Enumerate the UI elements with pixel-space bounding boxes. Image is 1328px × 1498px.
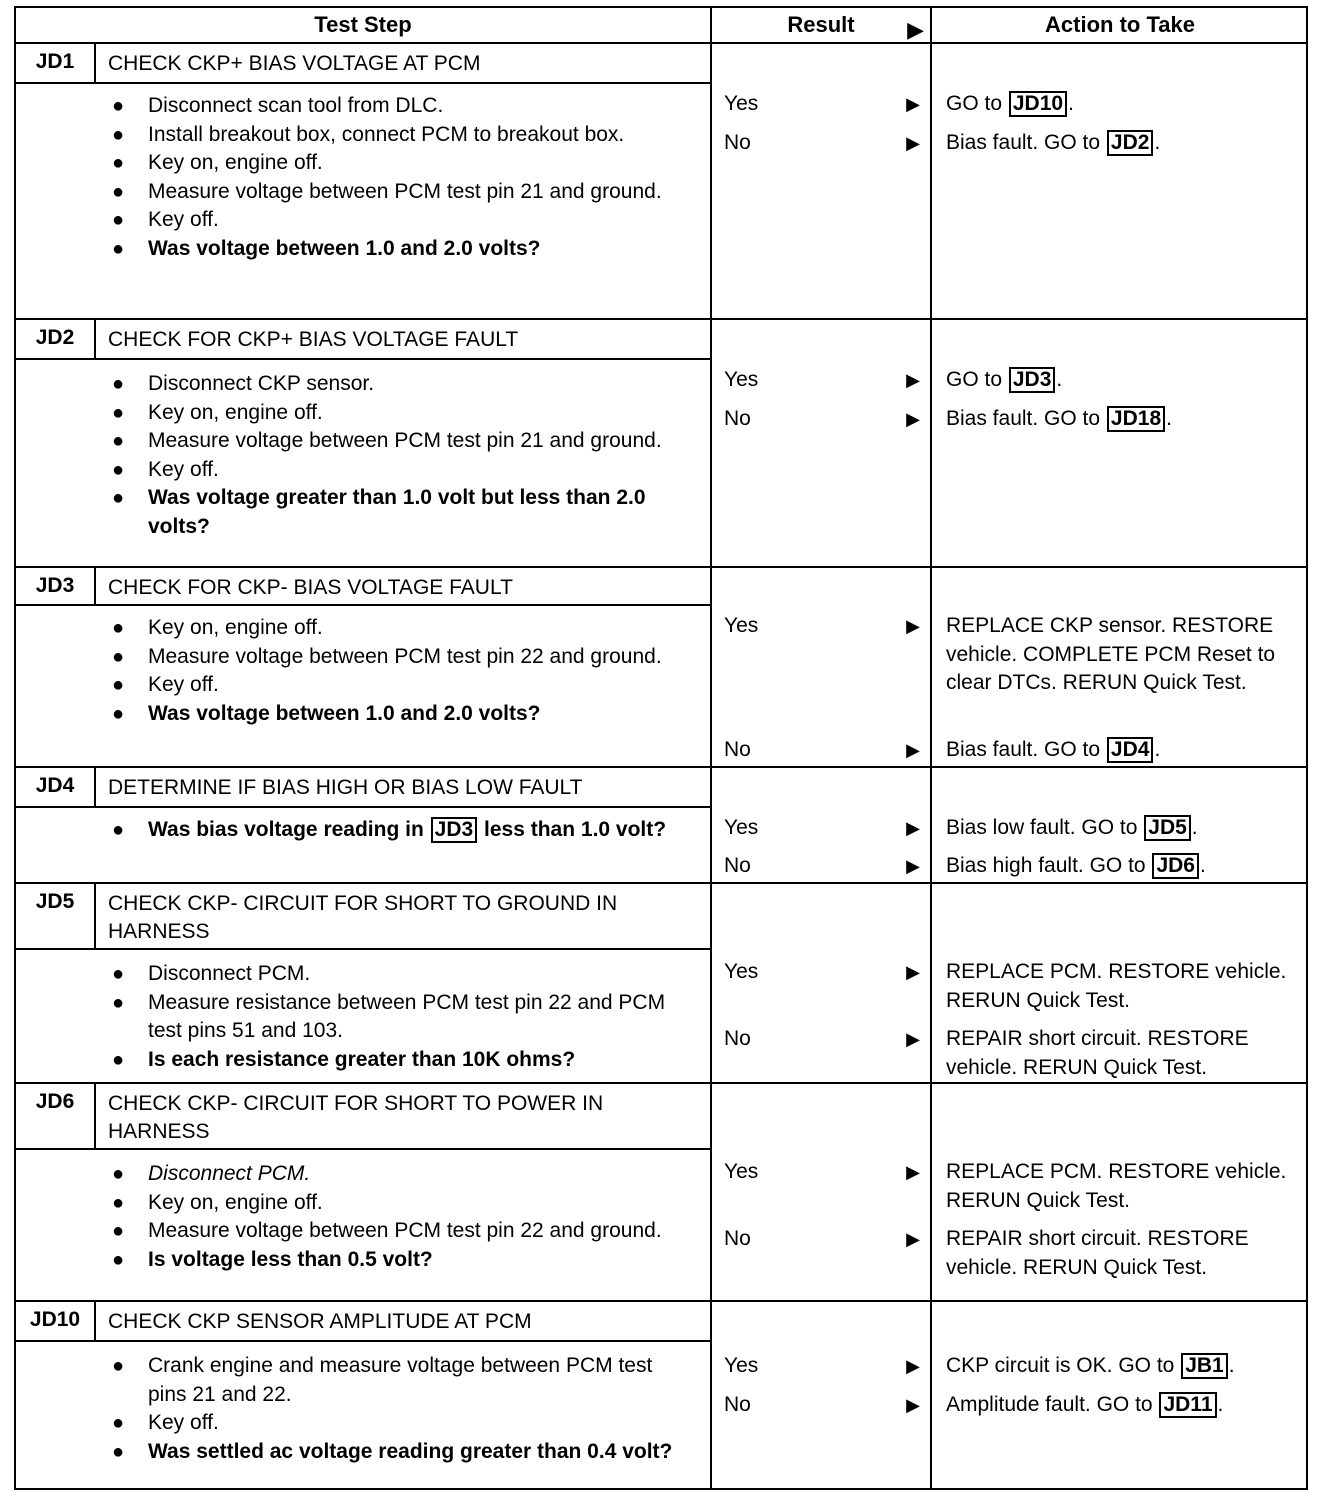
instruction-text: Install breakout box, connect PCM to breakout box. [148,122,625,146]
step-ref-link[interactable]: JD5 [1144,815,1191,841]
result-cell [712,44,932,318]
action-cell [932,320,1308,566]
result-cell [712,1302,932,1490]
step-title: CHECK FOR CKP+ BIAS VOLTAGE FAULT [108,328,519,351]
step-title: CHECK FOR CKP- BIAS VOLTAGE FAULT [108,576,513,599]
arrow-icon: ▶ [906,740,920,760]
instruction-item [16,1189,712,1218]
step-row-jd10 [16,1302,1308,1490]
header-test-step-label: Test Step [314,12,412,37]
action-cell [932,1302,1308,1490]
action-text-end: . [1217,1393,1224,1416]
instruction-item [16,456,712,485]
instruction-item [16,92,712,121]
result-no [724,1391,920,1419]
arrow-icon: ▶ [906,370,920,390]
question-text-end: less than 1.0 volt? [484,818,667,841]
instruction-item [16,1217,712,1246]
header-arrow-icon: ▶ [907,17,924,42]
step-instructions [16,92,712,263]
action-yes: REPLACE PCM. RESTORE vehicle. RERUN Quick Test. [946,1160,1287,1212]
step-header [16,884,712,950]
result-no [724,852,920,880]
step-id: JD5 [16,884,96,948]
result-no [724,736,920,764]
step-instructions [16,816,712,845]
instruction-item [16,149,712,178]
result-no-label: No [724,407,751,430]
question-item [16,1438,712,1467]
header-test-step [16,8,712,44]
action-text: Bias low fault. GO to [946,816,1138,839]
result-yes [724,814,920,842]
instruction-item [16,1409,712,1438]
result-no [724,405,920,433]
result-yes [724,958,920,986]
instruction-item [16,370,712,399]
question-text: Was bias voltage reading in [148,818,424,841]
result-no-label: No [724,738,751,761]
result-yes [724,1352,920,1380]
result-yes [724,366,920,394]
bullet-icon: ● [112,963,125,985]
result-no-label: No [724,1227,751,1250]
question-item [16,700,712,729]
action-text-end: . [1228,1354,1235,1377]
arrow-icon: ▶ [906,409,920,429]
action-yes: REPLACE PCM. RESTORE vehicle. RERUN Quick Test. [946,960,1287,1012]
step-id: JD10 [16,1302,96,1340]
step-instructions [16,370,712,541]
step-row-jd2 [16,320,1308,568]
question-text: Is each resistance greater than 10K ohms? [148,1047,576,1071]
result-yes [724,90,920,118]
result-no-label: No [724,131,751,154]
instruction-item [16,206,712,235]
action-text: GO to [946,92,1003,115]
instruction-text: Key off. [148,1411,219,1434]
result-no-label: No [724,1393,751,1416]
instruction-text: Measure voltage between PCM test pin 22 and ground. [148,1219,662,1242]
arrow-icon: ▶ [906,818,920,838]
result-cell [712,768,932,882]
question-text: Was voltage between 1.0 and 2.0 volts? [148,701,541,725]
step-header [16,768,712,808]
bullet-icon: ● [112,1440,125,1463]
result-no-label: No [724,854,751,877]
action-yes [946,814,1302,843]
diagnostic-table [14,6,1308,1490]
instruction-item [16,121,712,150]
step-header [16,44,712,84]
instruction-text: Measure voltage between PCM test pin 22 and ground. [148,644,662,668]
bullet-icon: ● [112,180,125,203]
step-row-jd5 [16,884,1308,1084]
step-header [16,568,712,606]
question-item [16,1046,712,1075]
result-yes-label: Yes [724,614,759,637]
result-yes-label: Yes [724,1354,759,1377]
step-ref-link[interactable]: JD6 [1152,853,1199,879]
bullet-icon: ● [112,617,125,639]
action-text: Bias fault. GO to [946,738,1101,761]
action-text: Bias high fault. GO to [946,854,1146,877]
bullet-icon: ● [112,95,125,117]
instruction-text: Disconnect PCM. [148,1162,311,1185]
instruction-text: Disconnect scan tool from DLC. [148,94,444,117]
step-id: JD3 [16,568,96,604]
instruction-item [16,643,712,672]
arrow-icon: ▶ [906,1162,920,1182]
question-item [16,1246,712,1275]
bullet-icon: ● [112,1220,125,1242]
instruction-text: Key on, engine off. [148,1190,323,1214]
bullet-icon: ● [112,1048,125,1071]
step-id: JD6 [16,1084,96,1148]
bullet-icon: ● [112,1412,125,1434]
instruction-text: Disconnect CKP sensor. [148,372,375,395]
arrow-icon: ▶ [906,856,920,876]
action-text: Bias fault. GO to [946,407,1101,430]
action-cell [932,1084,1308,1300]
instruction-text: Crank engine and measure voltage between PCM test pins 21 and 22. [148,1354,653,1406]
bullet-icon: ● [112,430,125,452]
instruction-item [16,1160,712,1189]
result-yes-label: Yes [724,816,759,839]
header-action-label: Action to Take [1045,12,1195,37]
step-row-jd1 [16,44,1308,320]
instruction-text: Measure voltage between PCM test pin 21 and ground. [148,179,662,203]
action-text: CKP circuit is OK. GO to [946,1354,1175,1377]
question-text: Was settled ac voltage reading greater than 0.4 volt? [148,1439,673,1463]
action-text-end: . [1154,738,1161,761]
action-no [946,405,1302,434]
action-yes [946,1352,1302,1381]
result-no [724,1025,920,1053]
action-cell [932,44,1308,318]
action-yes [946,366,1302,395]
question-item [16,235,712,264]
action-text-end: . [1056,368,1063,391]
result-yes-label: Yes [724,368,759,391]
result-yes-label: Yes [724,92,759,115]
step-ref-link[interactable]: JD4 [1107,737,1154,763]
action-cell [932,568,1308,766]
instruction-item [16,614,712,643]
bullet-icon: ● [112,458,125,481]
step-id: JD1 [16,44,96,82]
bullet-icon: ● [112,237,125,260]
action-no: REPAIR short circuit. RESTORE vehicle. RERUN Quick Test. [946,1227,1249,1279]
step-id: JD4 [16,768,96,806]
result-no-label: No [724,1027,751,1050]
action-text-end: . [1068,92,1074,115]
header-result [712,8,932,44]
step-ref-link[interactable]: JD2 [1107,130,1154,156]
action-text-end: . [1166,407,1172,430]
step-ref-link[interactable]: JD3 [431,817,478,843]
step-title: CHECK CKP- CIRCUIT FOR SHORT TO GROUND IN HARNESS [108,892,618,943]
bullet-icon: ● [112,819,125,841]
header-action [932,8,1308,44]
bullet-icon: ● [112,645,125,668]
bullet-icon: ● [112,152,125,174]
action-cell [932,884,1308,1082]
instruction-item [16,989,712,1046]
instruction-item [16,960,712,989]
instruction-text: Disconnect PCM. [148,962,311,985]
step-title: CHECK CKP SENSOR AMPLITUDE AT PCM [108,1310,532,1333]
step-row-jd3 [16,568,1308,768]
action-text: Bias fault. GO to [946,131,1101,154]
result-cell [712,1084,932,1300]
instruction-item [16,427,712,456]
step-header [16,1084,712,1150]
action-text-end: . [1154,131,1161,154]
result-no [724,129,920,157]
bullet-icon: ● [112,1248,125,1271]
arrow-icon: ▶ [906,94,920,114]
bullet-icon: ● [112,702,125,725]
result-cell [712,320,932,566]
action-text: GO to [946,368,1003,391]
arrow-icon: ▶ [906,616,920,636]
action-text: Amplitude fault. GO to [946,1393,1153,1416]
action-no [946,736,1302,765]
header-result-label: Result [787,12,855,37]
step-id: JD2 [16,320,96,358]
question-item [16,816,712,845]
step-ref-link[interactable]: JD18 [1107,406,1165,432]
arrow-icon: ▶ [906,1356,920,1376]
instruction-text: Key off. [148,673,219,696]
instruction-text: Key on, engine off. [148,151,323,174]
bullet-icon: ● [112,373,125,395]
bullet-icon: ● [112,1191,125,1214]
step-row-jd6 [16,1084,1308,1302]
step-instructions [16,614,712,728]
step-instructions [16,960,712,1074]
action-text-end: . [1199,854,1206,877]
bullet-icon: ● [112,209,125,231]
result-cell [712,884,932,1082]
bullet-icon: ● [112,1355,125,1377]
bullet-icon: ● [112,674,125,696]
action-no: REPAIR short circuit. RESTORE vehicle. RERUN Quick Test. [946,1027,1249,1079]
question-item [16,484,712,541]
step-instructions [16,1160,712,1274]
instruction-item [16,1352,712,1409]
result-yes [724,1158,920,1186]
action-yes [946,90,1302,119]
result-yes-label: Yes [724,960,759,983]
instruction-item [16,399,712,428]
question-text: Was voltage between 1.0 and 2.0 volts? [148,236,541,260]
step-instructions [16,1352,712,1466]
step-ref-link[interactable]: JB1 [1181,1353,1228,1379]
arrow-icon: ▶ [906,962,920,982]
step-header [16,1302,712,1342]
bullet-icon: ● [112,401,125,424]
instruction-text: Key on, engine off. [148,400,323,424]
bullet-icon: ● [112,487,125,509]
arrow-icon: ▶ [906,1229,920,1249]
arrow-icon: ▶ [906,133,920,153]
question-text: Was voltage greater than 1.0 volt but less than 2.0 volts? [148,486,646,538]
bullet-icon: ● [112,123,125,146]
instruction-text: Measure resistance between PCM test pin 22 and PCM test pins 51 and 103. [148,990,666,1042]
step-ref-link[interactable]: JD11 [1159,1392,1216,1418]
instruction-item [16,178,712,207]
result-no [724,1225,920,1253]
instruction-text: Measure voltage between PCM test pin 21 and ground. [148,429,662,452]
step-ref-link[interactable]: JD10 [1009,91,1067,117]
result-yes-label: Yes [724,1160,759,1183]
action-no [946,852,1302,881]
arrow-icon: ▶ [906,1029,920,1049]
instruction-item [16,671,712,700]
result-yes [724,612,920,640]
action-cell [932,768,1308,882]
step-row-jd4 [16,768,1308,884]
action-no [946,1391,1302,1420]
bullet-icon: ● [112,991,125,1014]
question-text: Is voltage less than 0.5 volt? [148,1247,433,1271]
instruction-text: Key off. [148,457,219,481]
action-yes: REPLACE CKP sensor. RESTORE vehicle. COMPLETE PCM Reset to clear DTCs. RERUN Quick Test. [946,614,1276,694]
action-text-end: . [1191,816,1198,839]
step-title: CHECK CKP- CIRCUIT FOR SHORT TO POWER IN HARNESS [108,1092,604,1143]
step-header [16,320,712,360]
step-title: CHECK CKP+ BIAS VOLTAGE AT PCM [108,52,481,75]
result-cell [712,568,932,766]
action-no [946,129,1302,158]
step-title: DETERMINE IF BIAS HIGH OR BIAS LOW FAULT [108,776,583,799]
arrow-icon: ▶ [906,1395,920,1415]
bullet-icon: ● [112,1163,125,1185]
step-ref-link[interactable]: JD3 [1009,367,1056,393]
instruction-text: Key off. [148,208,219,231]
instruction-text: Key on, engine off. [148,616,323,639]
